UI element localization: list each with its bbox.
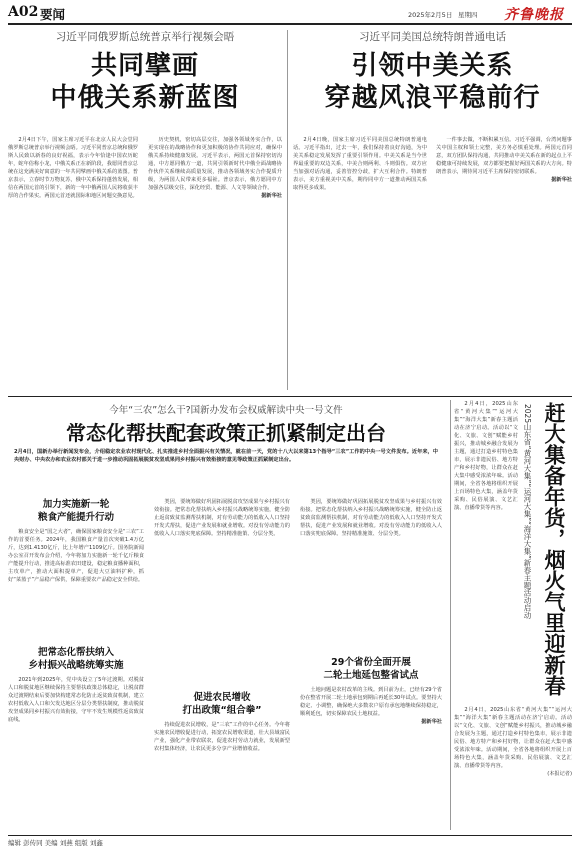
section-heading-income-line2: 打出政策“组合拳” bbox=[182, 705, 262, 716]
sidebar-story bbox=[454, 400, 572, 830]
sidebar-body-text: 2月4日，2025山东省“黄河大集”“运河大集”“海洋大集”新春主题活动在济宁启动。活动以“文化、文旅、文创”赋能乡村振兴，推动城乡融合发展为主题，通过打造乡村特色集市，展示非遗民俗、地方特产和乡村好物，让群众在赶大集中感受浓浓年味。活动期间，全省各地将组织开展上百场特色大集，涵盖年货采购、民俗展演、文艺汇演、直播带货等内容。 bbox=[454, 401, 518, 511]
body-income-text: 持续促进农民增收，是“三农”工作的中心任务。今年将实施农民增收促进行动，拓宽农民增收渠道，壮大县域富民产业，强化产业带农联农，促进农村劳动力就业，发展新型农村集体经济，让农民更多分享产业增值收益。 bbox=[154, 722, 290, 752]
sidebar-divider bbox=[450, 400, 451, 830]
footer-rule bbox=[8, 835, 572, 836]
masthead-rule bbox=[8, 23, 572, 25]
section-name: 要闻 bbox=[40, 7, 66, 22]
story-rural-body-land bbox=[300, 686, 442, 816]
mid-page-rule bbox=[8, 396, 572, 397]
story-russia-headline-line2: 中俄关系新蓝图 bbox=[50, 83, 240, 113]
story-rural-byline: 据新华社 bbox=[421, 719, 442, 725]
story-usa-byline: 据新华社 bbox=[551, 177, 572, 183]
issue-weekday: 星期四 bbox=[458, 11, 478, 19]
sidebar-body-text-2: 2月4日，2025山东省“黄河大集”“运河大集”“海洋大集”新春主题活动在济宁启动。活动以“文化、文旅、文创”赋能乡村振兴，推动城乡融合发展为主题，通过打造乡村特色集市，展示非遗民俗、地方特产和乡村好物，让群众在赶大集中感受浓浓年味。活动期间，全省各地将组织开展上百场特色大集，涵盖年货采购、民俗展演、文艺汇演、直播带货等内容。 bbox=[454, 707, 572, 769]
footer-credits: 编辑 彭传同 美编 刘燕 组版 刘鑫 bbox=[8, 839, 103, 847]
story-rural-headline: 常态化帮扶配套政策正抓紧制定出台 bbox=[66, 421, 386, 445]
body-grain-text: 粮食安全是“国之大者”，确保国家粮食安全是“三农”工作的首要任务。2024年，我国粮食产量首次突破1.4万亿斤，达到1.4130亿斤，比上年增产1109亿斤。国务院新闻办公室召开发布会介绍，今年将加力实施新一轮千亿斤粮食产能提升行动，推进高标准农田建设，稳定粮食播种面积，主攻单产，推动大面积提单产，促进大豆油料扩种，抓好“菜篮子”产品稳产保供，保障重要农产品稳定安全供给。 bbox=[8, 529, 144, 583]
story-rural-body-assist bbox=[8, 676, 144, 816]
story-usa-col2 bbox=[436, 136, 572, 391]
body-assist-text: 2021年到2025年，党中央设立了5年过渡期。对脱贫人口和脱贫地区继续保持主要帮扶政策总体稳定，让脱贫群众过渡期结束后要加快构建常态化防止返贫致贫机制，建立农村低收入人口和欠发达地区分层分类帮扶制度，推动脱贫攻坚成果同乡村振兴有效衔接，守牢不发生规模性返贫致贫底线。 bbox=[8, 677, 144, 723]
issue-date: 2025年2月5日 bbox=[408, 11, 453, 19]
story-rural-body-land-intro bbox=[300, 498, 442, 648]
story-usa-col1-text: 2月4日晚，国家主席习近平同美国总统特朗普通电话。习近平指出，过去一年，我们保持着良好沟通，为中美关系稳定发展发挥了重要引领作用。中美关系是当今世界最重要的双边关系，中美合则两利、斗则俱伤。双方应当加强对话沟通，妥善管控分歧，扩大互利合作。特朗普表示，美方重视美中关系，期待同中方一道推动两国关系取得更多成果。 bbox=[293, 137, 427, 191]
page-header bbox=[8, 4, 572, 22]
section-heading-assist-line1: 把常态化帮扶纳入 bbox=[37, 647, 114, 658]
sidebar-byline: (本报记者) bbox=[547, 771, 572, 777]
story-usa-headline-line1: 引领中美关系 bbox=[351, 51, 514, 81]
story-rural-col3 bbox=[300, 498, 442, 828]
story-rural-body-grain bbox=[8, 528, 144, 638]
section-heading-grain-line2: 粮食产能提升行动 bbox=[37, 512, 114, 523]
body-land-text: 土地问题是农村改革的主线。到目前为止，已经有29个省份在整省开展二轮土地承包到期后再延长30年试点。要坚持大稳定、小调整，确保绝大多数农户原有承包地继续保持稳定，顺利延包，切实保障农民土地权益。 bbox=[300, 687, 442, 717]
story-rural-col2 bbox=[154, 498, 290, 828]
sidebar-body-top bbox=[454, 400, 518, 580]
section-heading-land-line1: 29个省份全面开展 bbox=[331, 657, 411, 668]
story-usa bbox=[293, 28, 572, 398]
body-mechanism-text: 类因，要统筹做好巩固拓展脱贫攻坚成果与乡村振兴有效衔接。把常态化帮扶纳入乡村振兴战略统筹实施，健全防止返贫致贫监测帮扶机制，对有劳动能力的低收入人口坚持开发式帮扶，促进产业发展和就业增收。对没有劳动能力的低收入人口落实兜底保障。坚持精准施策、分层分类。 bbox=[154, 499, 290, 537]
sidebar-title: 赶大集备年货，烟火气里迎新春 bbox=[542, 402, 567, 696]
story-russia-col2 bbox=[148, 136, 282, 391]
story-usa-col2-text: 一件事去做，不断积累互信。习近平强调，台湾问题事关中国主权和领土完整，美方务必慎重处理。两国元首同意，双方团队保持沟通，共同推动中美关系在新的起点上平稳健康可持续发展，双方都要把握好两国关系的大方向。特朗普表示，期待同习近平主席保持密切联系。 bbox=[436, 137, 572, 175]
story-russia-byline: 据新华社 bbox=[261, 193, 282, 199]
story-usa-col1 bbox=[293, 136, 427, 391]
top-column-divider bbox=[287, 30, 288, 390]
page-number: A02 bbox=[8, 4, 39, 20]
story-rural-body-income bbox=[154, 721, 290, 821]
story-russia-col1 bbox=[8, 136, 138, 391]
brand-logo: 齐鲁晚报 bbox=[504, 7, 564, 23]
section-heading-land-line2: 二轮土地延包整省试点 bbox=[323, 670, 419, 681]
section-heading-grain-line1: 加力实施新一轮 bbox=[42, 499, 110, 510]
section-heading-income-line1: 促进农民增收 bbox=[193, 692, 251, 703]
body-land-intro-text: 类因，要统筹做好巩固拓展脱贫攻坚成果与乡村振兴有效衔接。把常态化帮扶纳入乡村振兴战略统筹实施，健全防止返贫致贫监测帮扶机制，对有劳动能力的低收入人口坚持开发式帮扶，促进产业发展和就业增收。对没有劳动能力的低收入人口落实兜底保障。坚持精准施策、分层分类。 bbox=[300, 499, 442, 537]
story-russia-col2-text: 历史契机，密切高层交往，加强各领域务实合作，以更实现在的战略协作和更加积极的协作共同应对，确保中俄关系持续健康发展。习近平表示，两国元首保持密切沟通，中方愿同俄方一道，共同引领新时代中俄全面战略协作伙伴关系继续高质量发展，推动各领域务实合作提质升级，为两国人民带来更多福祉。普京表示，俄方愿同中方加强各层级交往，深化经贸、能源、人文等领域合作。 bbox=[148, 137, 282, 191]
story-usa-headline-line2: 穿越风浪平稳前行 bbox=[324, 83, 541, 113]
story-usa-kicker: 习近平同美国总统特朗普通电话 bbox=[359, 31, 506, 43]
story-russia-col1-text: 2月4日下午，国家主席习近平在北京人民大会堂同俄罗斯总统普京举行视频会晤。习近平同普京总统和俄罗斯人民致以新春的良好祝福，表示今年恰逢中国农历蛇年，蛇年俗称小龙，中俄关系正在新阶段，我愿同普京总统在这充满美好寓意的一年共同擘画中俄关系的蓝图。普京表示，立春时节万物复苏，俄中关系保持蓬勃发展，相信在两国元首的引领下，新的一年中俄两国人民将收获丰厚的合作果实。两国元首还就国际和地区问题交换意见。 bbox=[8, 137, 138, 199]
story-russia bbox=[8, 28, 282, 398]
story-rural-lead: 2月4日，国新办举行新闻发布会，介绍稳定农业农村现代化、扎实推进乡村全面振兴有关情况，就在前一天，党的十八大以来第13个指导“三农”工作的中央一号文件发布。近年来，中央财办、中央农办和农业农村部关于进一步推动巩固拓展脱贫攻坚成果同乡村振兴有效衔接的意见等政策正抓紧制定出台。 bbox=[14, 449, 438, 463]
story-rural bbox=[8, 400, 444, 832]
story-rural-kicker: 今年“三农”怎么干?国新办发布会权威解读中央一号文件 bbox=[109, 405, 343, 416]
section-heading-assist-line2: 乡村振兴战略统筹实施 bbox=[28, 660, 124, 671]
story-rural-col1 bbox=[8, 498, 144, 828]
story-russia-headline-line1: 共同擘画 bbox=[90, 51, 199, 81]
story-rural-body-mechanism bbox=[154, 498, 290, 683]
story-russia-kicker: 习近平同俄罗斯总统普京举行视频会晤 bbox=[55, 31, 235, 43]
sidebar-body-bottom bbox=[454, 706, 572, 824]
sidebar-subtitle: 2025山东省“黄河大集”“运河大集”“海洋大集”新春主题活动启动 bbox=[523, 404, 532, 619]
